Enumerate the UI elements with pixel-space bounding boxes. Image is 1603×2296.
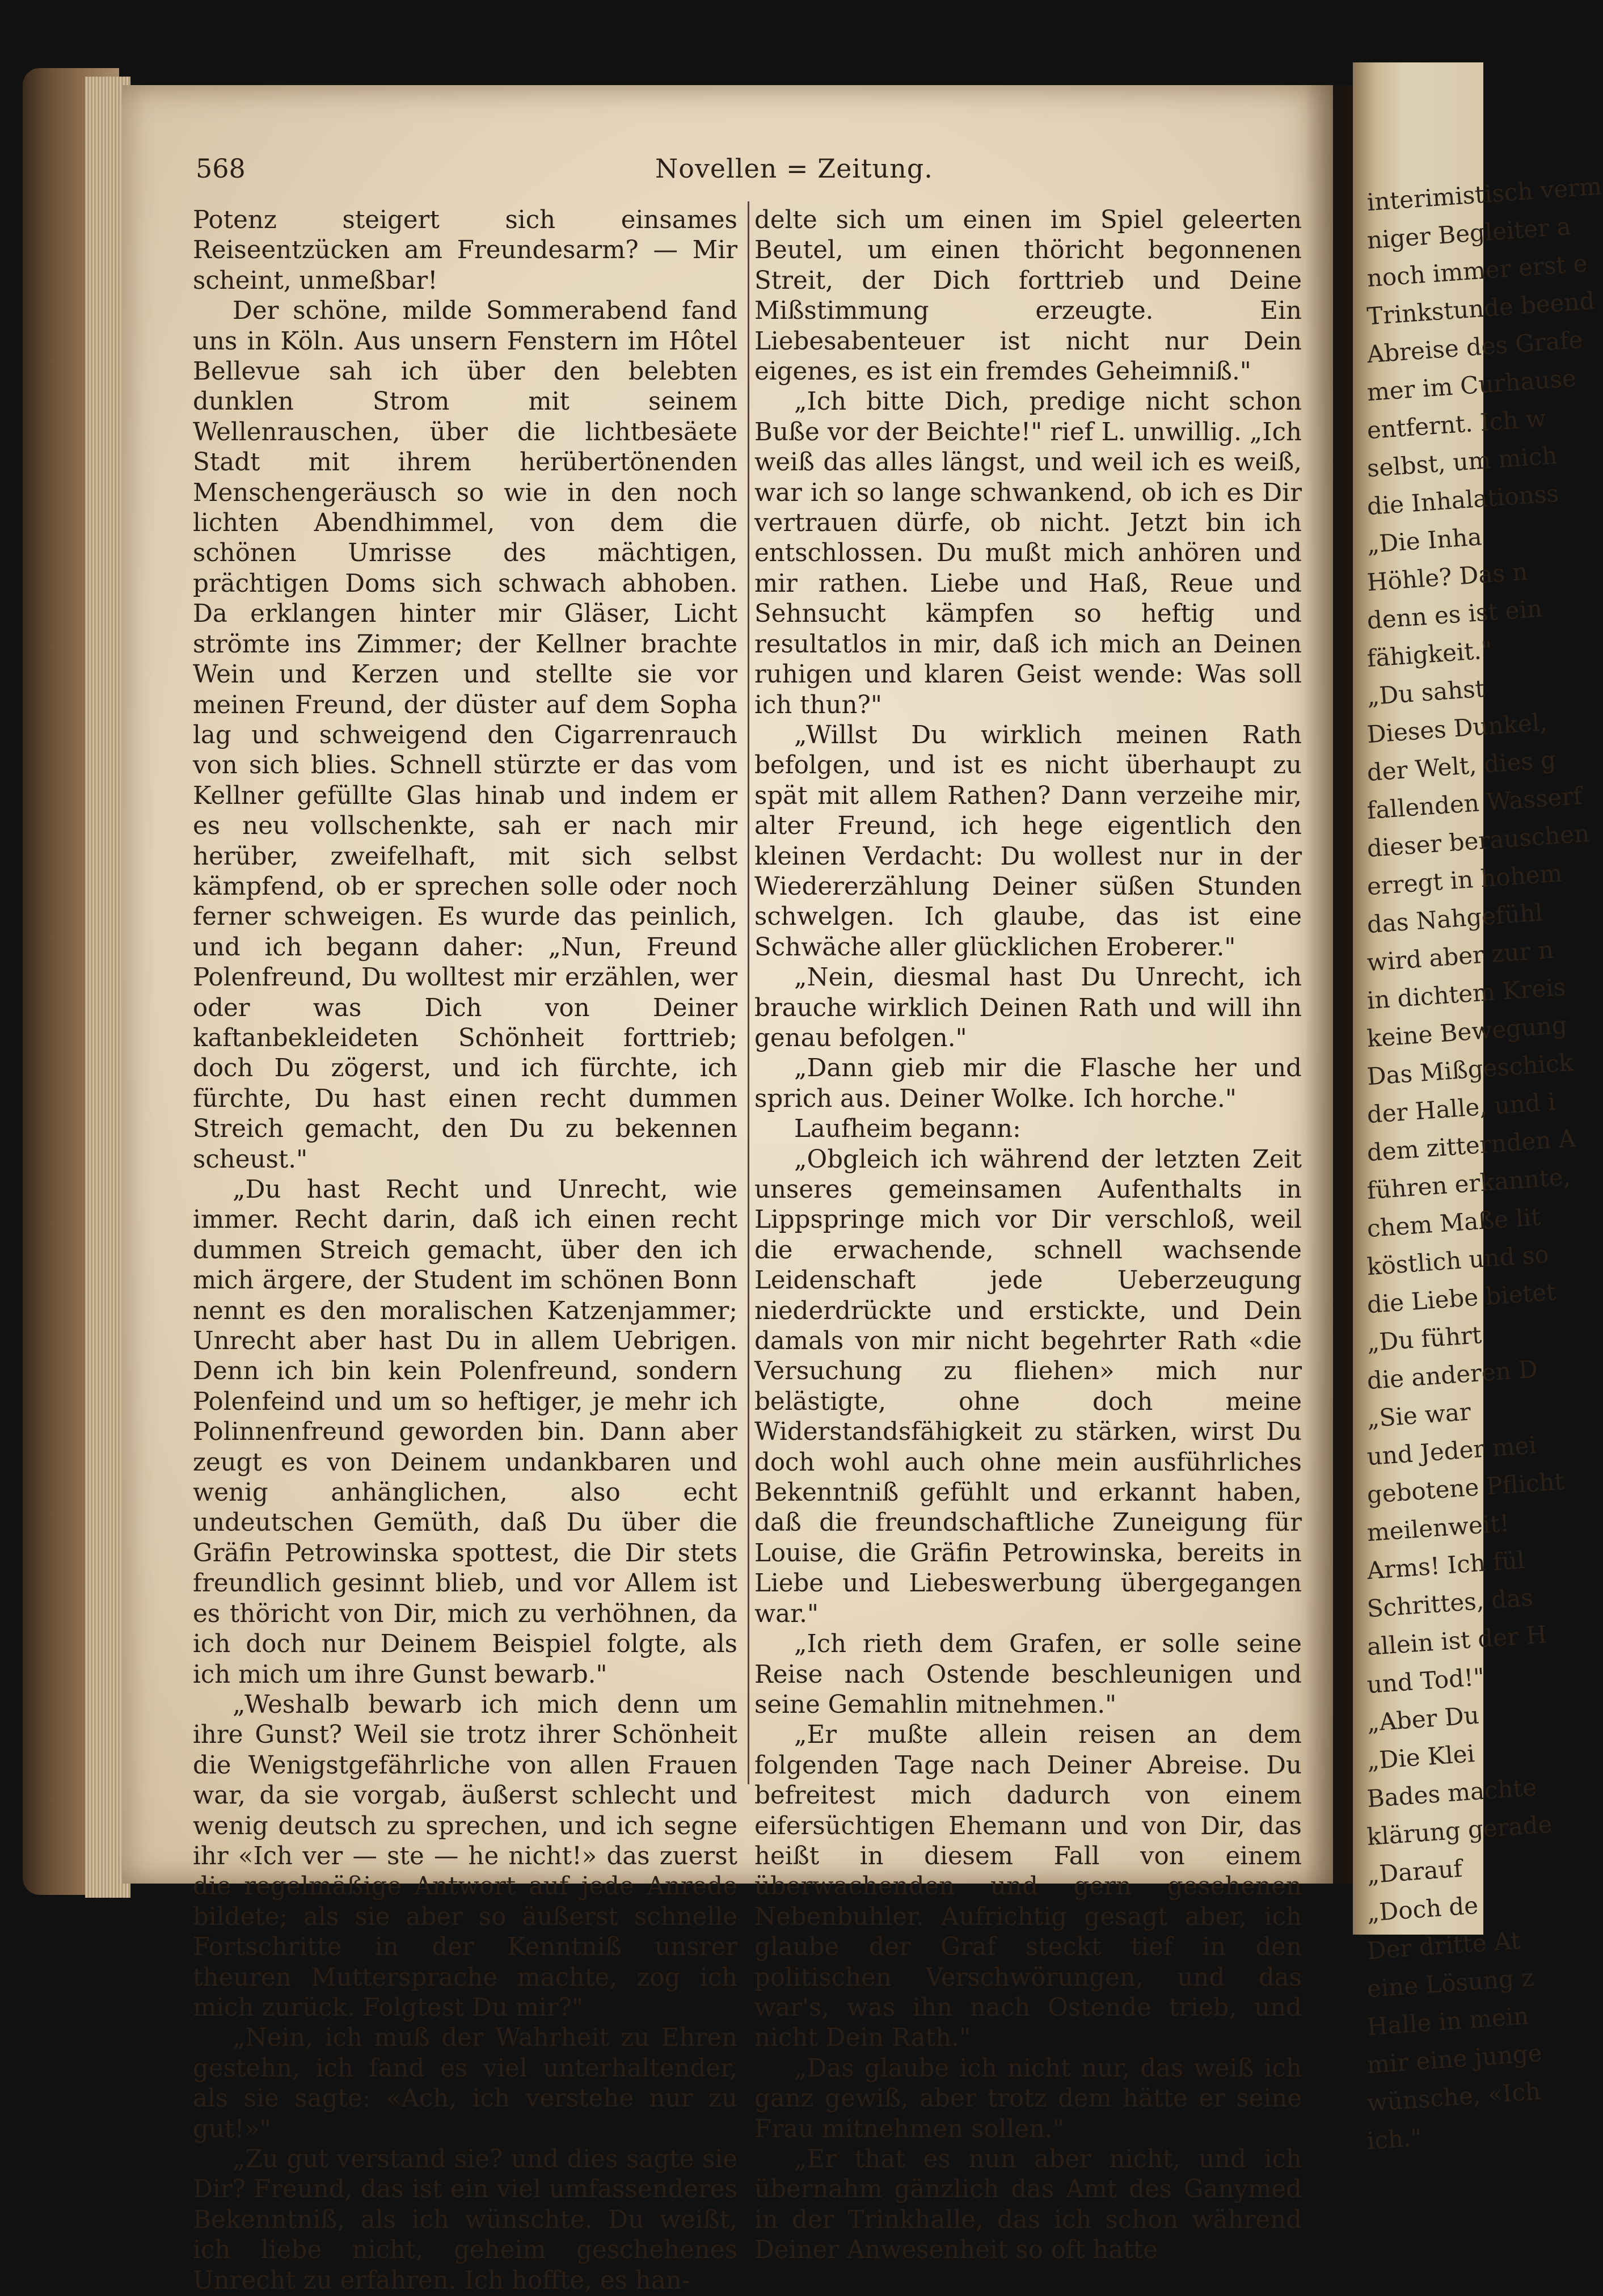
paragraph: „Das glaube ich nicht nur, das weiß ich ganz gewiß, aber trotz dem hätte er seine Frau mitnehmen sollen.": [754, 2054, 1302, 2143]
right-page-line: klärung gerade: [1366, 1810, 1553, 1851]
right-page-line: die anderen D: [1366, 1355, 1539, 1395]
right-page-line: interimistisch verm: [1366, 172, 1603, 217]
right-page-line: Arms! Ich fül: [1366, 1545, 1526, 1585]
right-page-line: Abreise des Grafe: [1366, 325, 1584, 369]
running-title: Novellen = Zeitung.: [655, 153, 933, 184]
right-page-line: die Inhalationss: [1366, 479, 1560, 521]
paragraph: „Nein, ich muß der Wahrheit zu Ehren gestehn, ich fand es viel unterhaltender, als sie sagte: «Ach, ich verstehe nur zu gut!»": [193, 2024, 737, 2143]
right-page-line: meilenweit!: [1366, 1509, 1511, 1547]
right-page-line: und Jeder mei: [1366, 1431, 1538, 1471]
right-page-line: erregt in hohem: [1366, 859, 1563, 901]
paragraph: Der schöne, milde Sommerabend fand uns in Köln. Aus unsern Fenstern im Hôtel Bellevue sah ich über den belebten dunklen Strom mit seinem Wellenrauschen, über die lichtbesäete Stadt mit ihrem herübertönenden Menschengeräusch so wie in den noch lichten Abendhimmel, von dem die schönen Umrisse des mächtigen, prächtigen Doms sich schwach abhoben. Da erklangen hinter mir Gläser, Licht strömte ins Zimmer; der Kellner brachte Wein und Kerzen und stellte sie vor meinen Freund, der düster auf dem Sopha lag und schweigend den Cigarrenrauch von sich blies. Schnell stürzte er das vom Kellner gefüllte Glas hinab und indem er es neu vollschenkte, sah er nach mir herüber, zweifelhaft, mit sich selbst kämpfend, ob er sprechen solle oder noch ferner schweigen. Es wurde das peinlich, und ich begann daher: „Nun, Freund Polenfreund, Du wolltest mir erzählen, wer oder was Dich von Deiner kaftanbekleideten Schönheit forttrieb; doch Du zögerst, und ich fürchte, ich fürchte, Du hast einen recht dummen Streich gemacht, den Du zu bekennen scheust.": [193, 297, 737, 1174]
right-page-line: Der dritte At: [1366, 1926, 1521, 1965]
paragraph: Potenz steigert sich einsames Reiseentzücken am Freundesarm? — Mir scheint, unmeßbar!: [193, 206, 737, 295]
right-page-line: Halle in mein: [1366, 2002, 1530, 2041]
page-header: [196, 153, 1296, 193]
paragraph: „Nein, diesmal hast Du Unrecht, ich brauche wirklich Deinen Rath und will ihn genau befolgen.": [754, 963, 1302, 1052]
right-page-line: der Welt, dies g: [1366, 745, 1557, 787]
paragraph: „Weshalb bewarb ich mich denn um ihre Gunst? Weil sie trotz ihrer Schönheit die Wenigstgefährliche von allen Frauen war, da sie vorgab, äußerst schlecht und wenig deutsch zu sprechen, und ich segne ihr «Ich ver — ste — he nicht!» das zuerst die regelmäßige Antwort auf jede Anrede bildete; als sie aber so äußerst schnelle Fortschritte in der Kenntniß unsrer theuren Muttersprache machte, zog ich mich zurück. Folgtest Du mir?": [193, 1690, 737, 2022]
paragraph: „Er mußte allein reisen an dem folgenden Tage nach Deiner Abreise. Du befreitest mich dadurch von einem eifersüchtigen Ehemann und von Dir, das heißt in diesem Fall von einem überwachenden und gern gesehenen Nebenbuhler. Aufrichtig gesagt aber, ich glaube der Graf steckt tief in den politischen Verschwörungen, und das war's, was ihn nach Ostende trieb, und nicht Dein Rath.": [754, 1721, 1302, 2053]
right-page-line: „Die Klei: [1366, 1739, 1476, 1775]
right-page-line: chem Maße lit: [1366, 1202, 1542, 1243]
right-page-line: „Aber Du: [1366, 1701, 1480, 1737]
page-number: 568: [196, 153, 246, 184]
right-page-line: Dieses Dunkel,: [1366, 708, 1549, 749]
right-page-line: selbst, um mich: [1366, 441, 1558, 483]
right-page-line: Schrittes, das: [1366, 1583, 1534, 1623]
right-page-line: „Darauf: [1366, 1854, 1463, 1889]
paragraph: „Ich bitte Dich, predige nicht schon Buße vor der Beichte!" rief L. unwillig. „Ich weiß das alles längst, und weil ich es weiß, war ich so lange schwankend, ob ich es Dir vertrauen dürfe, ob nicht. Jetzt bin ich entschlossen. Du mußt mich anhören und mir rathen. Liebe und Haß, Reue und Sehnsucht kämpfen so heftig und resultatlos in mir, daß ich mich an Deinen ruhigen und klaren Geist wende: Was soll ich thun?": [754, 387, 1302, 719]
right-page-line: Trinkstunde beend: [1366, 287, 1596, 331]
right-page-line: mir eine junge: [1366, 2038, 1543, 2079]
right-page-line: Bades machte: [1366, 1773, 1538, 1813]
right-page-line: eine Lösung z: [1366, 1963, 1535, 2003]
right-page-line: mer im Curhause: [1366, 364, 1577, 407]
column-divider: [748, 201, 749, 1784]
right-page-line: entfernt. Ich w: [1366, 404, 1547, 445]
paragraph: „Willst Du wirklich meinen Rath befolgen, und ist es nicht überhaupt zu spät mit allem Rathen? Dann verzeihe mir, alter Freund, ich hege eigentlich den kleinen Verdacht: Du wollest nur in der Wiedererzählung Deiner süßen Stunden schwelgen. Ich glaube, das ist eine Schwäche aller glücklichen Eroberer.": [754, 721, 1302, 962]
right-page-line: niger Begleiter a: [1366, 212, 1572, 255]
right-page-line: führen erkannte,: [1366, 1162, 1572, 1205]
paragraph: „Zu gut verstand sie? und dies sagte sie Dir? Freund, das ist ein viel umfassenderes Bekenntniß, als ich wünschte. Du weißt, ich liebe nicht, geheim geschehenes Unrecht zu erfahren. Ich hoffte, es han-: [193, 2145, 737, 2295]
right-page-line: dem zitternden A: [1366, 1124, 1577, 1167]
right-page-line: die Liebe bietet: [1366, 1278, 1557, 1319]
paragraph: „Ich rieth dem Grafen, er solle seine Reise nach Ostende beschleunigen und seine Gemahlin mitnehmen.": [754, 1630, 1302, 1719]
right-page-line: gebotene Pflicht: [1366, 1467, 1565, 1509]
right-page-line: fallenden Wasserf: [1366, 781, 1583, 825]
right-page-line: köstlich und so: [1366, 1240, 1550, 1281]
right-page-line: fähigkeit.": [1366, 635, 1494, 673]
paragraph: delte sich um einen im Spiel geleerten Beutel, um einen thöricht begonnenen Streit, der Dich forttrieb und Deine Mißstimmung erzeugte. Ein Liebesabenteuer ist nicht nur Dein eigenes, es ist ein fremdes Geheimniß.": [754, 206, 1302, 386]
right-page-line: wird aber zur n: [1366, 936, 1555, 977]
right-page-line: und Tod!": [1366, 1662, 1486, 1699]
paragraph: „Obgleich ich während der letzten Zeit unseres gemeinsamen Aufenthalts in Lippspringe mich vor Dir verschloß, weil die erwachende, schnell wachsende Leidenschaft jede Ueberzeugung niederdrückte und erstickte, und Dein damals von mir nicht begehrter Rath «die Versuchung zu fliehen» mich nur belästigte, ohne doch meine Widerstandsfähigkeit zu stärken, wirst Du doch wohl auch ohne mein ausführliches Bekenntniß gefühlt und erkannt haben, daß die freundschaftliche Zuneigung für Louise, die Gräfin Petrowinska, bereits in Liebe und Liebeswerbung übergegangen war.": [754, 1145, 1302, 1628]
right-page-line: „Du führt: [1366, 1321, 1483, 1357]
right-page-line: das Nahgefühl: [1366, 898, 1544, 939]
right-page-line: „Du sahst: [1366, 674, 1486, 711]
right-page-line: denn es ist ein: [1366, 594, 1543, 635]
right-page-line: dieser berauschen: [1366, 819, 1591, 863]
left-text-column: [193, 205, 737, 2296]
right-page-line: noch immer erst e: [1366, 249, 1588, 293]
right-page-line: Das Mißgeschick: [1366, 1048, 1575, 1091]
right-page-line: allein ist der H: [1366, 1620, 1548, 1661]
right-page-line: „Doch de: [1366, 1891, 1479, 1927]
paragraph: „Du hast Recht und Unrecht, wie immer. Recht darin, daß ich einen recht dummen Streich gemacht, über den ich mich ärgere, der Student im schönen Bonn nennt es den moralischen Katzenjammer; Unrecht aber hast Du in allem Uebrigen. Denn ich bin kein Polenfreund, sondern Polenfeind und um so heftiger, je mehr ich Polinnenfreund geworden bin. Dann aber zeugt es von Deinem undankbaren und wenig anhänglichen, also echt undeutschen Gemüth, daß Du über die Gräfin Petrowinska spottest, die Dir stets freundlich gesinnt blieb, und vor Allem ist es thöricht von Dir, mich zu verhöhnen, da ich doch nur Deinem Beispiel folgte, als ich mich um ihre Gunst bewarb.": [193, 1176, 737, 1689]
right-page-line: „Sie war: [1366, 1397, 1472, 1433]
paragraph: Laufheim begann:: [794, 1115, 1021, 1144]
gutter-shadow: [1305, 85, 1356, 1884]
right-page-line: in dichtem Kreis: [1366, 972, 1567, 1015]
right-page-line: keine Bewegung: [1366, 1010, 1568, 1053]
right-page-lines: [1353, 172, 1603, 2161]
right-page-line: „Die Inha: [1366, 523, 1483, 559]
paragraph: „Dann gieb mir die Flasche her und sprich aus. Deiner Wolke. Ich horche.": [754, 1054, 1302, 1113]
paragraph: „Er that es nun aber nicht, und ich übernahm gänzlich das Amt des Ganymed in der Trinkhalle, das ich schon während Deiner Anwesenheit so oft hatte: [754, 2145, 1302, 2265]
right-page-line: der Halle, und i: [1366, 1088, 1556, 1129]
right-page-line: Höhle? Das n: [1366, 557, 1529, 597]
right-page-fragment: [1353, 62, 1603, 2155]
right-page-line: ich.": [1366, 2123, 1423, 2155]
right-text-column: [754, 205, 1302, 2266]
right-page-line: wünsche, «Ich: [1366, 2076, 1542, 2117]
